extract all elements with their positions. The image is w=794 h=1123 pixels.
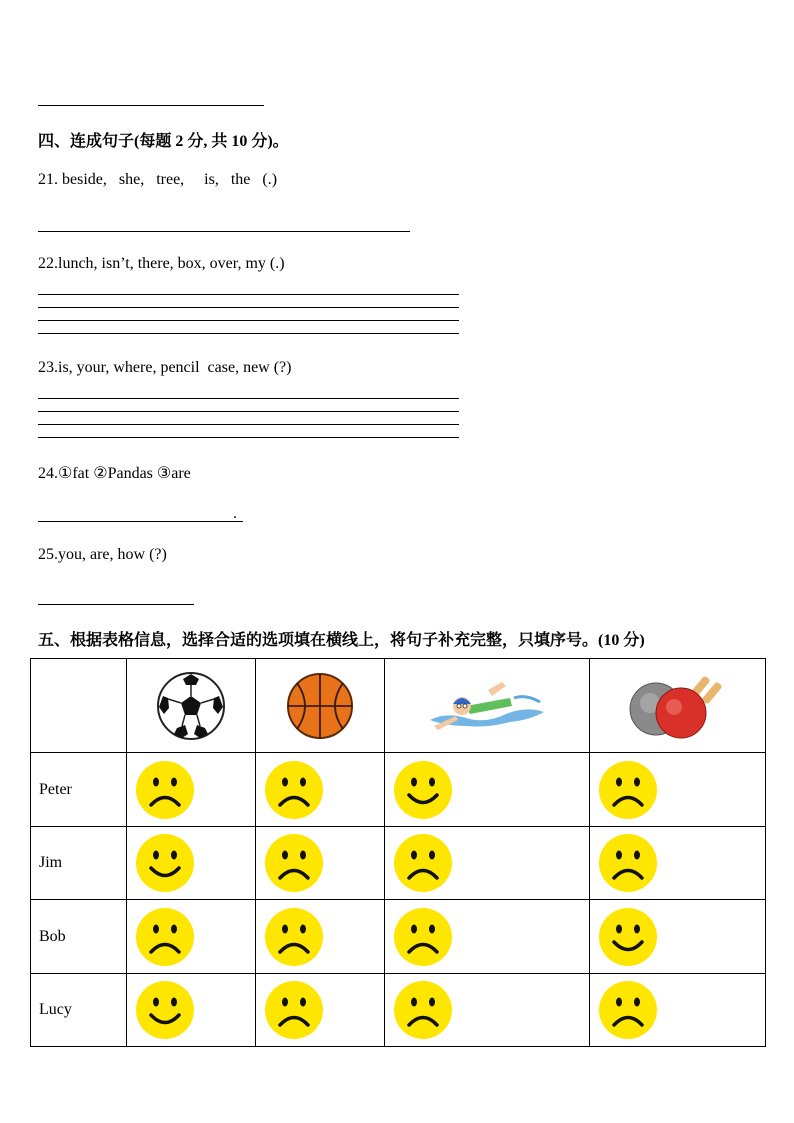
cell-bob-football xyxy=(127,900,256,974)
header-ping-pong xyxy=(590,659,766,753)
table-row xyxy=(31,900,766,974)
cell-jim-football xyxy=(127,827,256,900)
happy-face-icon xyxy=(393,760,453,820)
cell-jim-swimming xyxy=(385,827,590,900)
table-row xyxy=(31,753,766,827)
row-name-bob: Bob xyxy=(31,900,127,974)
answer-line-22b[interactable] xyxy=(38,307,459,308)
happy-face-icon xyxy=(135,833,195,893)
sad-face-icon xyxy=(264,833,324,893)
sad-face-icon xyxy=(393,833,453,893)
sad-face-icon xyxy=(598,980,658,1040)
cell-bob-basketball xyxy=(256,900,385,974)
row-name-lucy: Lucy xyxy=(31,974,127,1047)
answer-line-23c[interactable] xyxy=(38,424,459,425)
empty-header-cell xyxy=(31,659,127,753)
cell-jim-ping-pong xyxy=(590,827,766,900)
question-25: 25.you, are, how (?) xyxy=(38,546,167,563)
table-row xyxy=(31,974,766,1047)
cell-bob-swimming xyxy=(385,900,590,974)
question-24: 24.①fat ②Pandas ③are xyxy=(38,465,191,482)
happy-face-icon xyxy=(135,980,195,1040)
answer-line[interactable] xyxy=(38,105,264,106)
basketball-icon xyxy=(285,671,355,741)
sad-face-icon xyxy=(264,760,324,820)
sad-face-icon xyxy=(264,907,324,967)
answer-line-22a[interactable] xyxy=(38,294,459,295)
table-row xyxy=(31,827,766,900)
table-header-row xyxy=(31,659,766,753)
sad-face-icon xyxy=(135,907,195,967)
cell-jim-basketball xyxy=(256,827,385,900)
header-football xyxy=(127,659,256,753)
happy-face-icon xyxy=(598,907,658,967)
question-21: 21. beside, she, tree, is, the (.) xyxy=(38,171,278,188)
cell-lucy-swimming xyxy=(385,974,590,1047)
sad-face-icon xyxy=(264,980,324,1040)
answer-line-25[interactable] xyxy=(38,604,194,605)
answer-line-23d[interactable] xyxy=(38,437,459,438)
cell-lucy-ping-pong xyxy=(590,974,766,1047)
cell-bob-ping-pong xyxy=(590,900,766,974)
header-swimming xyxy=(385,659,590,753)
football-icon xyxy=(155,670,227,742)
ping-pong-icon xyxy=(626,671,730,741)
sad-face-icon xyxy=(393,907,453,967)
question-22: 22.lunch, isn’t, there, box, over, my (.) xyxy=(38,255,285,272)
header-basketball xyxy=(256,659,385,753)
answer-line-22c[interactable] xyxy=(38,320,459,321)
cell-peter-ping-pong xyxy=(590,753,766,827)
answer-line-23b[interactable] xyxy=(38,411,459,412)
cell-peter-football xyxy=(127,753,256,827)
sad-face-icon xyxy=(135,760,195,820)
sports-table xyxy=(30,658,766,1047)
cell-lucy-football xyxy=(127,974,256,1047)
cell-lucy-basketball xyxy=(256,974,385,1047)
sad-face-icon xyxy=(393,980,453,1040)
cell-peter-swimming xyxy=(385,753,590,827)
answer-line-21[interactable] xyxy=(38,231,410,232)
sad-face-icon xyxy=(598,833,658,893)
sad-face-icon xyxy=(598,760,658,820)
swimming-icon xyxy=(426,676,548,736)
row-name-peter: Peter xyxy=(31,753,127,827)
section-4-heading: 四、连成句子(每题 2 分, 共 10 分)。 xyxy=(38,133,289,150)
section-5-heading: 五、根据表格信息，选择合适的选项填在横线上，将句子补充完整，只填序号。(10 分) xyxy=(38,632,645,649)
cell-peter-basketball xyxy=(256,753,385,827)
answer-line-22d[interactable] xyxy=(38,333,459,334)
answer-line-23a[interactable] xyxy=(38,398,459,399)
question-23: 23.is, your, where, pencil case, new (?) xyxy=(38,359,292,376)
answer-line-24[interactable] xyxy=(38,521,243,522)
row-name-jim: Jim xyxy=(31,827,127,900)
question-24-period: . xyxy=(233,505,237,522)
